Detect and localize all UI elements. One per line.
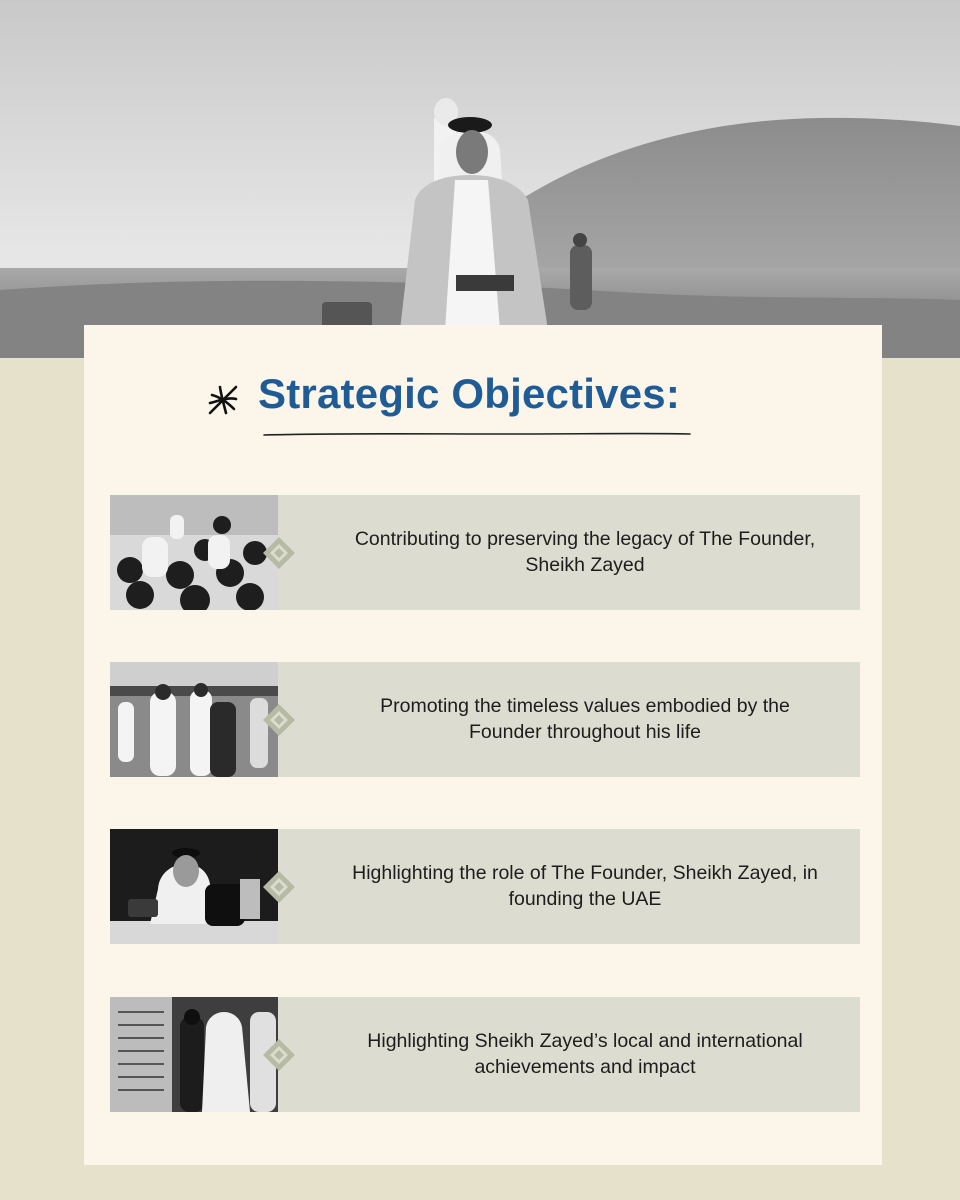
diamond-ornament-icon	[261, 869, 297, 905]
objective-text: Contributing to preserving the legacy of The Founder, Sheikh Zayed	[354, 527, 816, 576]
objective-photo	[110, 662, 278, 777]
objective-text: Promoting the timeless values embodied by the Founder throughout his life	[380, 694, 790, 743]
objective-row	[110, 495, 860, 610]
objective-text: Highlighting the role of The Founder, Sheikh Zayed, in founding the UAE	[352, 861, 818, 910]
diamond-ornament-icon	[261, 535, 297, 571]
page-title: Strategic Objectives:	[258, 370, 681, 417]
objective-photo	[110, 829, 278, 944]
asterisk-star-icon	[206, 383, 240, 417]
diamond-ornament-icon	[261, 702, 297, 738]
objective-row	[110, 829, 860, 944]
title-underline	[262, 428, 692, 440]
objective-row	[110, 997, 860, 1112]
objective-photo	[110, 495, 278, 610]
hero-photo	[0, 0, 960, 358]
objective-photo	[110, 997, 278, 1112]
objective-text: Highlighting Sheikh Zayed’s local and international achievements and impact	[367, 1029, 803, 1078]
diamond-ornament-icon	[261, 1037, 297, 1073]
objective-row	[110, 662, 860, 777]
